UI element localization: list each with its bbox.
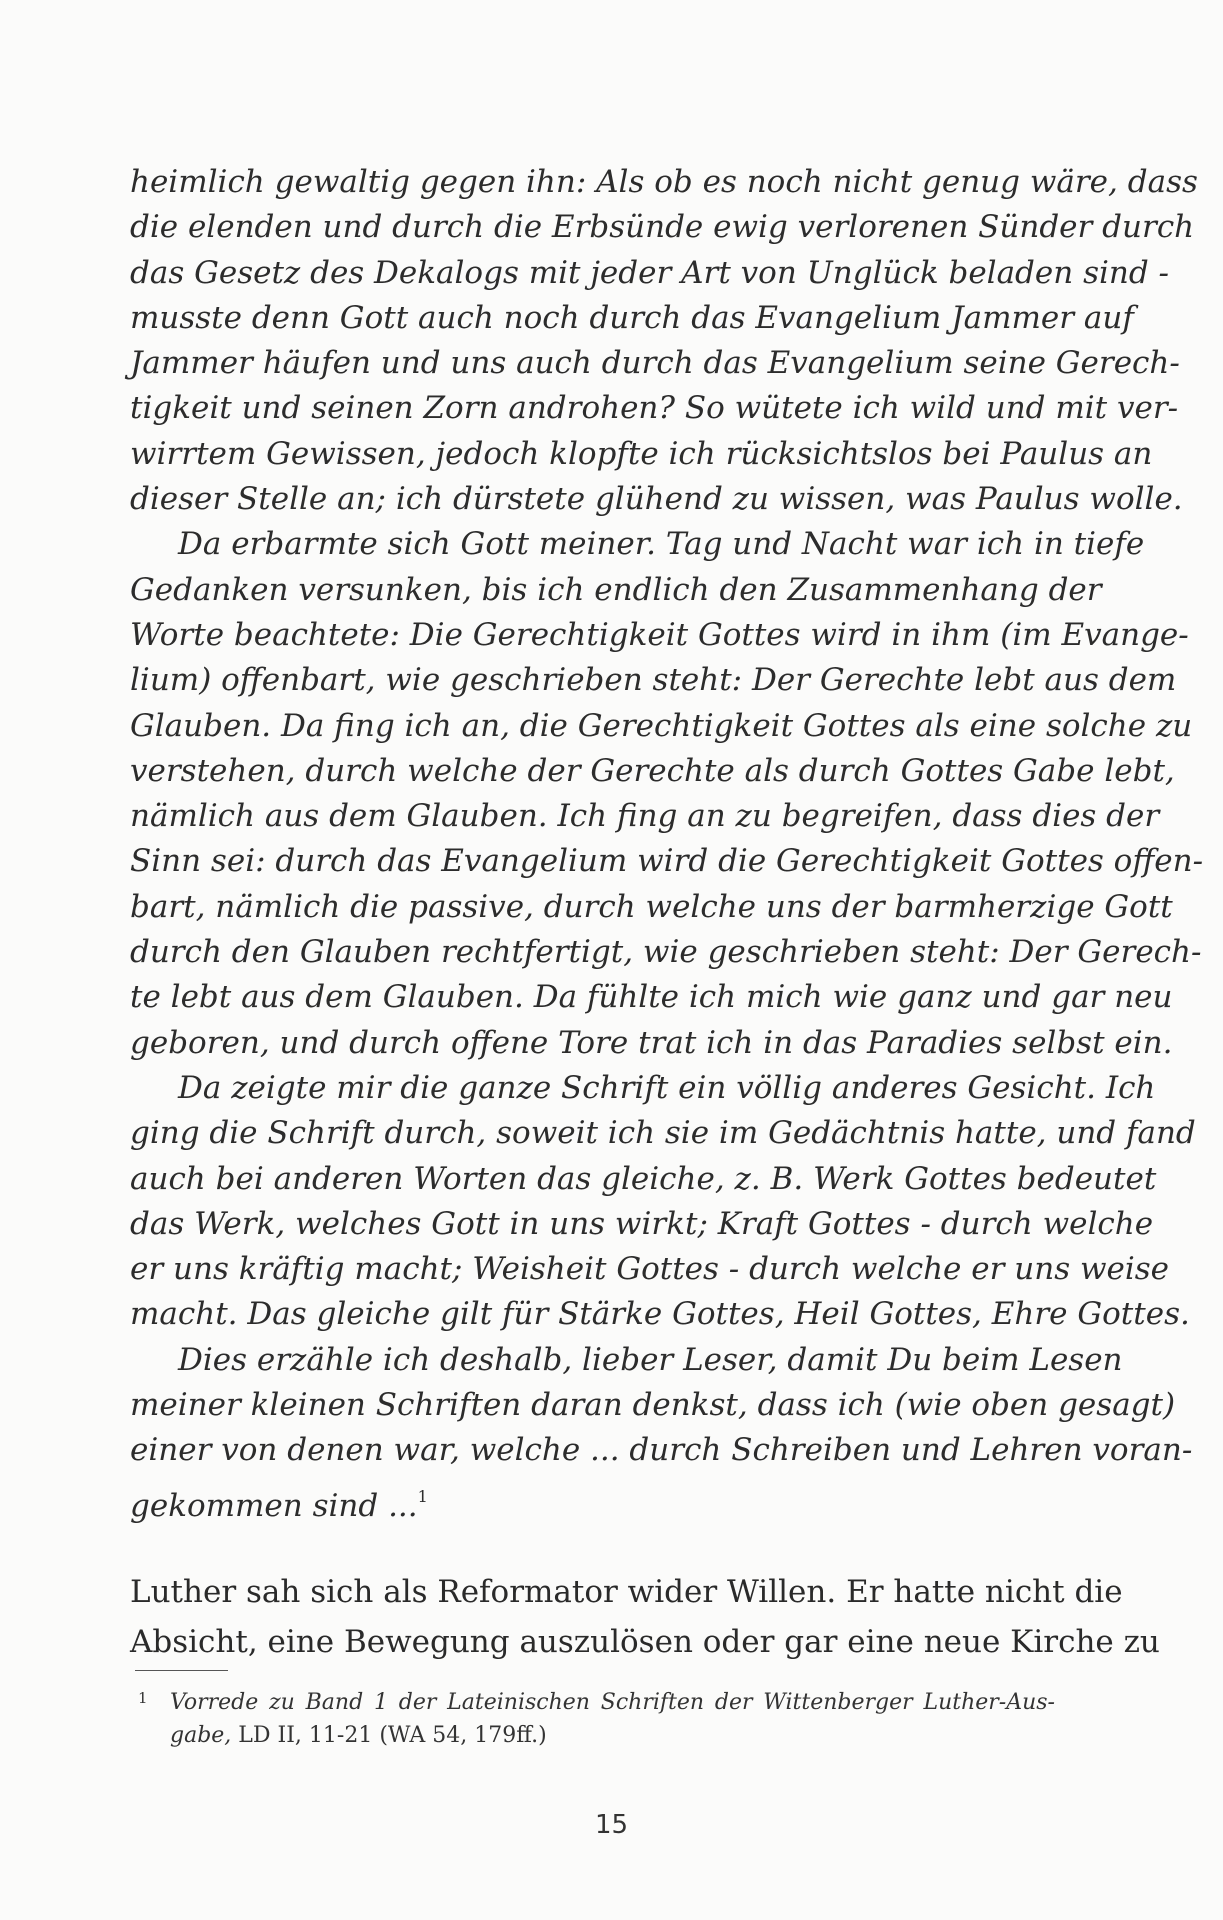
quote-line: Da zeigte mir die ganze Schrift ein völlig anderes Gesicht. Ich — [178, 1069, 1156, 1106]
quote-line: lium) offenbart, wie geschrieben steht: Der Gerechte lebt aus dem — [130, 662, 1177, 699]
quote-line: nämlich aus dem Glauben. Ich fing an zu begreifen, dass dies der — [130, 798, 1160, 835]
footnote-line — [170, 1719, 1055, 1752]
quote-line-final — [130, 1474, 1055, 1524]
page-number: 15 — [594, 1810, 629, 1840]
quote-line: das Gesetz des Dekalogs mit jeder Art von Unglück beladen sind - — [130, 254, 1170, 291]
quote-line: ging die Schrift durch, soweit ich sie im Gedächtnis hatte, und fand — [130, 1115, 1196, 1152]
quote-line: musste denn Gott auch noch durch das Evangelium Jammer auf — [130, 299, 1134, 336]
footnote-reference[interactable]: 1 — [417, 1486, 428, 1506]
quote-line: die elenden und durch die Erbsünde ewig verlorenen Sünder durch — [130, 209, 1195, 246]
body-paragraph — [130, 1567, 1160, 1667]
quote-line: Jammer häufen und uns auch durch das Evangelium seine Gerech- — [130, 345, 1180, 382]
body-line: Absicht, eine Bewegung auszulösen oder gar eine neue Kirche zu — [130, 1624, 1160, 1660]
footnote-line-upright: LD II, 11-21 (WA 54, 179ff.) — [231, 1723, 547, 1748]
quote-line: er uns kräftig macht; Weisheit Gottes - durch welche er uns weise — [130, 1251, 1170, 1288]
quote-line: auch bei anderen Worten das gleiche, z. B. Werk Gottes bedeutet — [130, 1160, 1157, 1197]
quote-line-text: gekommen sind ... — [130, 1487, 418, 1524]
quote-line: Worte beachtete: Die Gerechtigkeit Gottes wird in ihm (im Evange- — [130, 616, 1189, 653]
body-line: Luther sah sich als Reformator wider Willen. Er hatte nicht die — [130, 1574, 1123, 1610]
quote-line: dieser Stelle an; ich dürstete glühend zu wissen, was Paulus wolle. — [130, 481, 1183, 518]
quote-line: macht. Das gleiche gilt für Stärke Gottes, Heil Gottes, Ehre Gottes. — [130, 1296, 1190, 1333]
quote-line: einer von denen war, welche ... durch Schreiben und Lehren voran- — [130, 1432, 1193, 1469]
quote-line: meiner kleinen Schriften daran denkst, dass ich (wie oben gesagt) — [130, 1387, 1176, 1424]
quote-line: bart, nämlich die passive, durch welche uns der barmherzige Gott — [130, 888, 1173, 925]
quote-line: geboren, und durch offene Tore trat ich in das Paradies selbst ein. — [130, 1024, 1173, 1061]
quote-line: Da erbarmte sich Gott meiner. Tag und Nacht war ich in tiefe — [178, 526, 1145, 563]
quote-line: verstehen, durch welche der Gerechte als durch Gottes Gabe lebt, — [130, 752, 1175, 789]
footnote-line-italic: gabe, — [170, 1723, 232, 1748]
quote-line: Gedanken versunken, bis ich endlich den Zusammenhang der — [130, 571, 1102, 608]
quote-line: heimlich gewaltig gegen ihn: Als ob es noch nicht genug wäre, dass — [130, 164, 1198, 200]
quote-line: durch den Glauben rechtfertigt, wie geschrieben steht: Der Gerech- — [130, 934, 1202, 971]
quote-line: Dies erzähle ich deshalb, lieber Leser, damit Du beim Lesen — [178, 1341, 1123, 1378]
footnote-line: Vorrede zu Band 1 der Lateinischen Schriften der Wittenberger Luther-Aus- — [170, 1690, 1055, 1715]
footnote-mark: 1 — [138, 1689, 148, 1707]
footnote-text — [170, 1686, 1055, 1752]
quote-line: Sinn sei: durch das Evangelium wird die Gerechtigkeit Gottes offen- — [130, 843, 1204, 880]
quote-line: Glauben. Da fing ich an, die Gerechtigkeit Gottes als eine solche zu — [130, 707, 1193, 744]
block-quote — [130, 160, 1204, 1524]
quote-line: te lebt aus dem Glauben. Da fühlte ich mich wie ganz und gar neu — [130, 979, 1173, 1016]
quote-line: tigkeit und seinen Zorn androhen? So wütete ich wild und mit ver- — [130, 390, 1179, 427]
quote-line: das Werk, welches Gott in uns wirkt; Kraft Gottes - durch welche — [130, 1205, 1154, 1242]
footnote-divider — [135, 1670, 228, 1671]
footnote — [138, 1686, 1055, 1752]
quote-line: wirrtem Gewissen, jedoch klopfte ich rücksichtslos bei Paulus an — [130, 435, 1153, 472]
